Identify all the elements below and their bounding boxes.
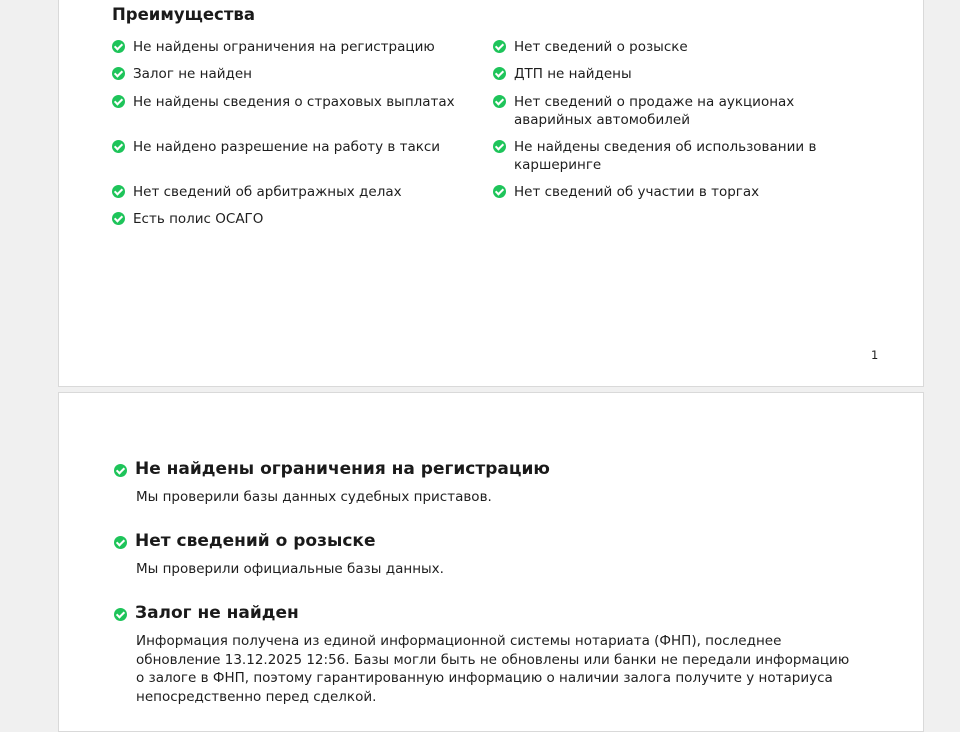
check-circle-icon xyxy=(493,67,506,80)
advantage-item xyxy=(493,65,853,83)
check-circle-icon xyxy=(114,536,127,549)
advantage-item xyxy=(112,38,472,56)
check-circle-icon xyxy=(493,95,506,108)
advantage-item xyxy=(112,138,472,156)
advantage-item-label: Нет сведений о продаже на аукционах аварийных автомобилей xyxy=(514,94,795,128)
advantage-item xyxy=(112,65,472,83)
advantage-item-label: Не найдено разрешение на работу в такси xyxy=(133,139,441,155)
advantage-item-label: Не найдены сведения об использовании в каршеринге xyxy=(514,139,817,173)
advantage-item xyxy=(493,138,853,174)
detail-title: Залог не найден xyxy=(135,603,299,623)
advantage-item xyxy=(493,38,853,56)
advantage-item xyxy=(112,210,472,228)
check-circle-icon xyxy=(493,185,506,198)
advantage-item-label: Не найдены ограничения на регистрацию xyxy=(133,39,435,55)
check-circle-icon xyxy=(112,95,125,108)
advantage-item-label: Нет сведений о розыске xyxy=(514,39,688,55)
advantage-item xyxy=(493,183,853,201)
advantage-item xyxy=(112,183,472,201)
check-circle-icon xyxy=(114,608,127,621)
report-page-2 xyxy=(58,392,924,732)
report-page-1 xyxy=(58,0,924,387)
advantages-title: Преимущества xyxy=(112,5,255,24)
advantage-item xyxy=(112,93,472,111)
page-number: 1 xyxy=(871,348,879,362)
check-circle-icon xyxy=(493,40,506,53)
detail-text: Информация получена из единой информационной системы нотариата (ФНП), последнее обновление 13.12.2025 12:56. Базы могли быть не обновлены или банки не передали информацию о залоге в ФНП, поэтому гарантированную информацию о наличии залога получите у нотариуса непосредственно перед сделкой. xyxy=(136,633,850,705)
advantage-item-label: ДТП не найдены xyxy=(514,66,632,82)
advantage-item-label: Нет сведений об участии в торгах xyxy=(514,184,760,200)
check-circle-icon xyxy=(112,40,125,53)
advantage-item-label: Есть полис ОСАГО xyxy=(133,211,264,227)
check-circle-icon xyxy=(112,212,125,225)
detail-title: Не найдены ограничения на регистрацию xyxy=(135,459,550,479)
advantage-item-label: Нет сведений об арбитражных делах xyxy=(133,184,402,200)
detail-text: Мы проверили базы данных судебных приставов. xyxy=(136,489,492,505)
check-circle-icon xyxy=(112,140,125,153)
advantage-item-label: Не найдены сведения о страховых выплатах xyxy=(133,94,455,110)
check-circle-icon xyxy=(114,464,127,477)
detail-text: Мы проверили официальные базы данных. xyxy=(136,561,444,577)
check-circle-icon xyxy=(112,67,125,80)
check-circle-icon xyxy=(112,185,125,198)
advantage-item xyxy=(493,93,853,129)
advantage-item-label: Залог не найден xyxy=(133,66,252,82)
check-circle-icon xyxy=(493,140,506,153)
detail-title: Нет сведений о розыске xyxy=(135,531,376,551)
